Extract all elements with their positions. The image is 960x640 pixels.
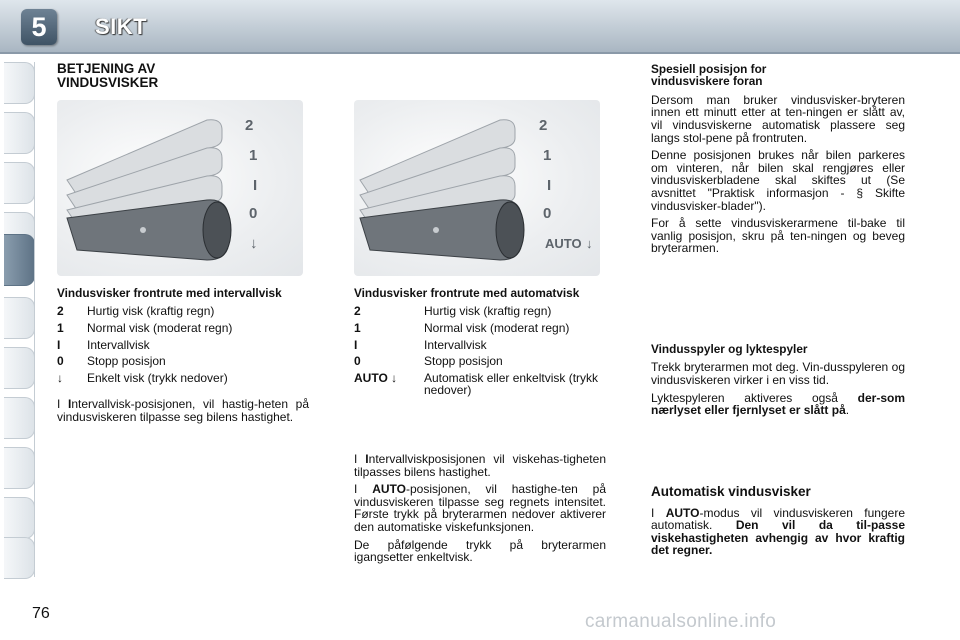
stalk-label-2: 2 [245, 117, 254, 134]
right-s2-p1: Trekk bryterarmen mot deg. Vin-dusspyleren og vindusviskeren virker i en viss tid. [651, 360, 905, 387]
right-s2-p2: Lyktespyleren aktiveres også der-som nærlyset eller fjernlyset er slått på. [651, 390, 905, 418]
middle-text [354, 453, 606, 569]
stalk-label-down: ↓ [250, 235, 258, 252]
right-s1-p1: Dersom man bruker vindusvisker-bryteren innen ett minutt etter at ten-ningen er slått av, vil vindusviskerne automatisk plassere seg langs stol-pene på frontruten. [651, 92, 905, 145]
chapter-tab-2[interactable] [4, 112, 35, 154]
list-item: 1 Normal visk (moderat regn) [57, 321, 233, 335]
middle-p2: I AUTO-posisjonen, vil hastighe-ten på vindusviskeren tilpasse seg regnets intensitet. Første trykk på bryterarmen nedover aktiverer den automatiske viskefunksjonen. [354, 482, 606, 534]
page-number: 76 [32, 605, 50, 622]
right-column-mid [651, 343, 905, 422]
chapter-tab-6[interactable] [4, 297, 35, 339]
list-item: 0 Stopp posisjon [354, 354, 503, 369]
middle-heading: Vindusvisker frontrute med automatvisk [354, 286, 580, 300]
left-column [57, 287, 309, 429]
chapter-tab-7[interactable] [4, 347, 35, 389]
right-s1-p3: For å sette vindusviskerarmene til-bake til vanlig posisjon, skru på ten-ningen og beveg bryterarmen. [651, 216, 905, 256]
right-column-top [651, 63, 905, 260]
wiper-stalk-auto-icon [354, 100, 600, 276]
right-s3-p1: I AUTO-modus vil vindusviskeren fungere automatisk. Den vil da til-passe viskehastigheten avhengig av hvor kraftig det regner. [651, 505, 905, 558]
list-item: 2 Hurtig visk (kraftig regn) [57, 304, 215, 319]
chapter-tab-11[interactable] [4, 537, 35, 579]
list-item: 2 Hurtig visk (kraftig regn) [354, 304, 552, 319]
chapter-tab-1[interactable] [4, 62, 35, 104]
section-title: BETJENING AV VINDUSVISKER [57, 61, 159, 90]
tab-divider [34, 62, 35, 577]
stalk-label-0: 0 [543, 205, 552, 222]
chapter-tab-3[interactable] [4, 162, 35, 204]
stalk-label-1: 1 [543, 147, 552, 164]
chapter-number-badge: 5 [21, 9, 57, 45]
right-heading-2: Vindusspyler og lyktespyler [651, 342, 808, 356]
middle-p3: De påfølgende trykk på bryterarmen igangsetter enkeltvisk. [354, 537, 606, 565]
middle-column [354, 287, 606, 401]
chapter-tab-5-active[interactable] [4, 234, 35, 286]
list-item: 0 Stopp posisjon [57, 354, 166, 369]
stalk-label-2: 2 [539, 117, 548, 134]
stalk-label-i: I [547, 177, 552, 194]
middle-p1: I Intervallviskposisjonen vil viskehas-tigheten tilpasses bilens hastighet. [354, 452, 606, 479]
wiper-stalk-icon [57, 100, 303, 276]
left-heading: Vindusvisker frontrute med intervallvisk [57, 286, 282, 300]
chapter-tabs [0, 62, 34, 577]
chapter-title: SIKT [95, 14, 148, 39]
chapter-tab-9[interactable] [4, 447, 35, 489]
right-column-bottom [651, 486, 905, 562]
stalk-label-auto: AUTO [545, 236, 582, 251]
left-note: I Intervallvisk-posisjonen, vil hastig-heten på vindusviskeren tilpasse seg bilens hastighet. [57, 397, 309, 424]
list-item: 1 Normal visk (moderat regn) [354, 321, 570, 335]
list-item: ↓ Enkelt visk (trykk nedover) [57, 370, 228, 385]
right-heading-1: Spesiell posisjon for vindusviskere foran [651, 62, 767, 89]
chapter-tab-8[interactable] [4, 397, 35, 439]
stalk-illustration-interval [57, 100, 303, 276]
stalk-label-auto-down: ↓ [586, 236, 593, 251]
right-s1-p2: Denne posisjonen brukes når bilen parkeres om vinteren, når bilen skal rengjøres eller vindusviskerbladene skal skiftes ut (Se avsnittet "Praktisk informasjon - § Skifte vindusvisker-blader"). [651, 148, 905, 213]
list-item: I Intervallvisk [354, 337, 487, 352]
list-item: I Intervallvisk [57, 337, 150, 352]
stalk-illustration-auto [354, 100, 600, 276]
stalk-label-i: I [253, 177, 258, 194]
stalk-label-0: 0 [249, 205, 258, 222]
header-divider [0, 52, 960, 54]
watermark: carmanualsonline.info [585, 611, 777, 632]
right-heading-3: Automatisk vindusvisker [651, 484, 811, 499]
stalk-label-1: 1 [249, 147, 258, 164]
chapter-tab-10[interactable] [4, 497, 35, 539]
list-item: AUTO ↓ Automatisk eller enkeltvisk (trykk nedover) [354, 370, 599, 398]
